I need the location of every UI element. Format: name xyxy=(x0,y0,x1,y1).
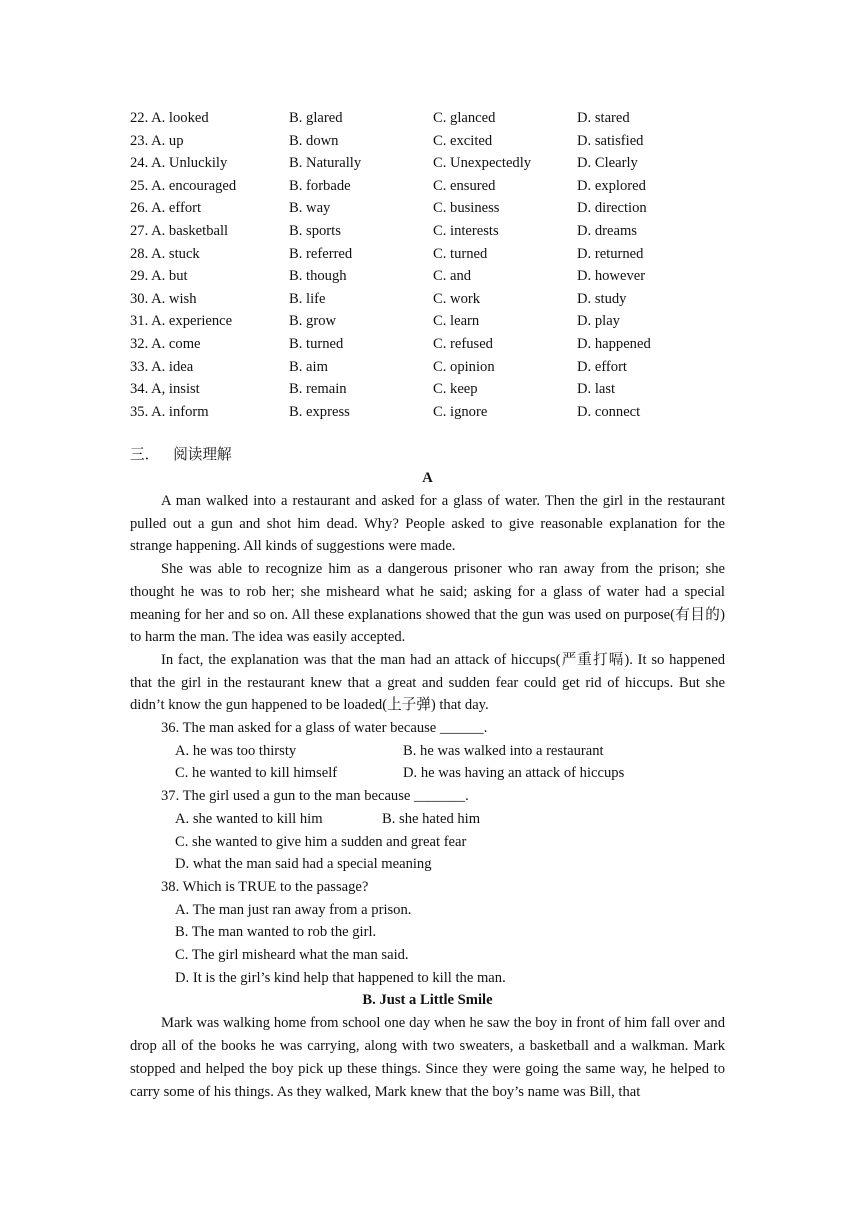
question-37-option-c[interactable]: C. she wanted to give him a sudden and great fear xyxy=(175,833,467,850)
passage-b-heading: B. Just a Little Smile xyxy=(362,992,493,1009)
cloze-option-c[interactable]: C. ensured xyxy=(433,177,496,194)
cloze-option-a[interactable]: 23. A. up xyxy=(130,132,184,149)
cloze-option-c[interactable]: C. keep xyxy=(433,381,478,398)
cloze-option-a[interactable]: 24. A. Unluckily xyxy=(130,155,228,172)
cloze-option-b[interactable]: B. Naturally xyxy=(289,155,362,172)
question-37-option-a[interactable]: A. she wanted to kill him xyxy=(175,810,323,827)
cloze-option-row xyxy=(130,288,830,311)
cloze-option-row xyxy=(130,243,830,266)
cloze-option-c[interactable]: C. learn xyxy=(433,313,480,330)
cloze-option-b[interactable]: B. though xyxy=(289,268,347,285)
cloze-option-d[interactable]: D. connect xyxy=(577,403,641,420)
cloze-option-a[interactable]: 35. A. inform xyxy=(130,403,209,420)
cloze-option-d[interactable]: D. Clearly xyxy=(577,155,638,172)
cloze-option-row xyxy=(130,130,830,153)
cloze-option-b[interactable]: B. sports xyxy=(289,222,341,239)
question-38-option-a[interactable]: A. The man just ran away from a prison. xyxy=(175,901,412,918)
cloze-option-c[interactable]: C. excited xyxy=(433,132,493,149)
cloze-option-a[interactable]: 29. A. but xyxy=(130,268,188,285)
passage-a-heading: A xyxy=(422,470,433,486)
cloze-option-c[interactable]: C. Unexpectedly xyxy=(433,155,532,172)
cloze-option-a[interactable]: 28. A. stuck xyxy=(130,245,200,262)
cloze-option-b[interactable]: B. aim xyxy=(289,358,328,375)
question-36-options-ab xyxy=(130,740,725,763)
cloze-option-b[interactable]: B. glared xyxy=(289,110,343,126)
question-36-option-c[interactable]: C. he wanted to kill himself xyxy=(175,765,338,782)
cloze-option-a[interactable]: 34. A, insist xyxy=(130,381,200,398)
cloze-option-d[interactable]: D. explored xyxy=(577,177,646,194)
cloze-option-a[interactable]: 30. A. wish xyxy=(130,290,197,307)
question-36-stem: 36. The man asked for a glass of water because ______. xyxy=(161,720,488,737)
cloze-option-c[interactable]: C. and xyxy=(433,268,472,285)
question-36-option-b[interactable]: B. he was walked into a restaurant xyxy=(403,742,604,759)
question-38-option-b[interactable]: B. The man wanted to rob the girl. xyxy=(175,924,377,941)
question-37-option-d[interactable]: D. what the man said had a special meaning xyxy=(175,856,432,873)
cloze-option-d[interactable]: D. stared xyxy=(577,110,630,126)
cloze-option-b[interactable]: B. forbade xyxy=(289,177,351,194)
section-title: 阅读理解 xyxy=(173,447,232,463)
cloze-option-a[interactable]: 27. A. basketball xyxy=(130,222,229,239)
cloze-option-b[interactable]: B. express xyxy=(289,403,350,420)
question-37-option-b[interactable]: B. she hated him xyxy=(382,810,481,827)
cloze-option-b[interactable]: B. referred xyxy=(289,245,353,262)
question-38-stem: 38. Which is TRUE to the passage? xyxy=(161,878,369,895)
question-36-option-d[interactable]: D. he was having an attack of hiccups xyxy=(403,765,625,782)
cloze-option-c[interactable]: C. refused xyxy=(433,335,493,352)
question-38-option-d[interactable]: D. It is the girl’s kind help that happened to kill the man. xyxy=(175,969,506,986)
cloze-option-d[interactable]: D. study xyxy=(577,290,627,307)
cloze-option-row xyxy=(130,333,830,356)
cloze-option-row xyxy=(130,265,830,288)
section-heading xyxy=(130,443,232,464)
cloze-option-row xyxy=(130,152,830,175)
cloze-option-c[interactable]: C. business xyxy=(433,200,500,217)
cloze-option-b[interactable]: B. way xyxy=(289,200,331,217)
cloze-option-row xyxy=(130,197,830,220)
cloze-option-c[interactable]: C. opinion xyxy=(433,358,495,375)
reading-comprehension xyxy=(130,467,725,1103)
cloze-option-d[interactable]: D. happened xyxy=(577,335,651,352)
cloze-option-b[interactable]: B. down xyxy=(289,132,339,149)
cloze-option-a[interactable]: 26. A. effort xyxy=(130,200,202,217)
section-number: 三． xyxy=(130,447,160,463)
cloze-option-c[interactable]: C. glanced xyxy=(433,110,496,126)
cloze-option-row xyxy=(130,401,830,424)
question-37-options-ab xyxy=(130,808,725,831)
cloze-option-a[interactable]: 22. A. looked xyxy=(130,110,209,126)
cloze-option-d[interactable]: D. direction xyxy=(577,200,647,217)
cloze-option-c[interactable]: C. turned xyxy=(433,245,488,262)
cloze-option-d[interactable]: D. satisfied xyxy=(577,132,644,149)
cloze-option-d[interactable]: D. returned xyxy=(577,245,644,262)
cloze-option-b[interactable]: B. life xyxy=(289,290,326,307)
cloze-option-a[interactable]: 25. A. encouraged xyxy=(130,177,237,194)
passage-a-paragraph-3: In fact, the explanation was that the man had an attack of hiccups(严重打嗝). It so happened that the girl in the restaurant knew that a great and sudden fear could get rid of hiccups. But she didn’t know the gun happened to be loaded(上子弹) that day. xyxy=(130,651,725,714)
cloze-option-a[interactable]: 32. A. come xyxy=(130,335,201,352)
cloze-option-row xyxy=(130,310,830,333)
cloze-option-row xyxy=(130,175,830,198)
cloze-option-b[interactable]: B. turned xyxy=(289,335,344,352)
cloze-option-b[interactable]: B. grow xyxy=(289,313,337,330)
cloze-option-d[interactable]: D. last xyxy=(577,381,616,398)
cloze-option-row xyxy=(130,220,830,243)
cloze-option-d[interactable]: D. dreams xyxy=(577,222,637,239)
question-38-option-c[interactable]: C. The girl misheard what the man said. xyxy=(175,947,409,964)
cloze-option-a[interactable]: 31. A. experience xyxy=(130,313,233,330)
cloze-option-row xyxy=(130,356,830,379)
cloze-option-row xyxy=(130,107,830,130)
passage-a-paragraph-1: A man walked into a restaurant and asked for a glass of water. Then the girl in the restaurant pulled out a gun and shot him dead. Why? People asked to give reasonable explanation for the strange happening. All kinds of suggestions were made. xyxy=(130,493,725,555)
question-37-stem: 37. The girl used a gun to the man because _______. xyxy=(161,788,469,805)
passage-b-paragraph-1: Mark was walking home from school one day when he saw the boy in front of him fall over and drop all of the books he was carrying, along with two sweaters, a basketball and a walkman. Mark stopped and helped the boy pick up these things. Since they were going the same way, he helped to carry some of his things. As they walked, Mark knew that the boy’s name was Bill, that xyxy=(130,1015,725,1100)
question-36-option-a[interactable]: A. he was too thirsty xyxy=(175,742,297,759)
cloze-option-a[interactable]: 33. A. idea xyxy=(130,358,194,375)
cloze-option-b[interactable]: B. remain xyxy=(289,381,347,398)
cloze-option-c[interactable]: C. work xyxy=(433,290,481,307)
cloze-option-d[interactable]: D. play xyxy=(577,313,620,330)
cloze-option-c[interactable]: C. ignore xyxy=(433,403,488,420)
cloze-option-d[interactable]: D. however xyxy=(577,268,646,285)
passage-a-paragraph-2: She was able to recognize him as a dangerous prisoner who ran away from the prison; she thought he was to rob her; she misheard what he said; asking for a glass of water had a special meaning for her and so on. All these explanations showed that the gun was used on purpose(有目的) to harm the man. The idea was easily accepted. xyxy=(130,561,725,646)
cloze-option-c[interactable]: C. interests xyxy=(433,222,499,239)
question-36-options-cd xyxy=(130,762,725,785)
cloze-options-table xyxy=(130,107,830,423)
cloze-option-d[interactable]: D. effort xyxy=(577,358,627,375)
cloze-option-row xyxy=(130,378,830,401)
